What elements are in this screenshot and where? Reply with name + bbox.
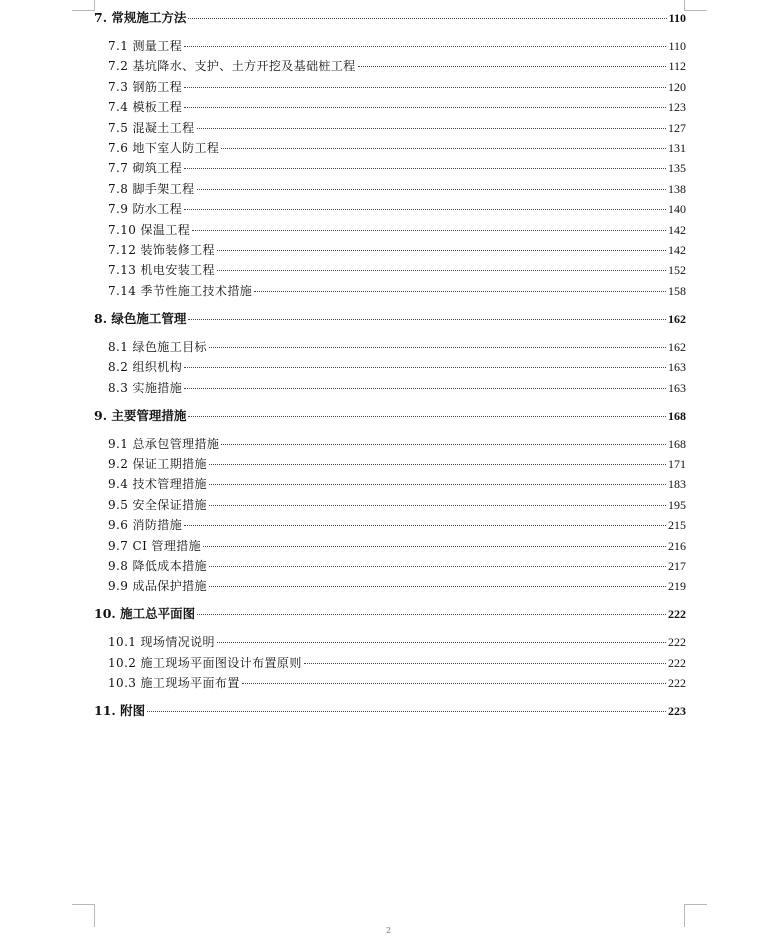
- toc-entry-title: 7.13 机电安装工程: [108, 263, 215, 278]
- toc-entry-page: 163: [668, 380, 686, 395]
- dot-leader: [184, 367, 666, 368]
- toc-entry-title: 9.6 消防措施: [108, 518, 183, 533]
- toc-entry-title: 11. 附图: [94, 703, 146, 719]
- dot-leader: [217, 250, 666, 251]
- toc-entry-title: 7.8 脚手架工程: [108, 181, 195, 196]
- toc-section-entry[interactable]: [94, 476, 686, 492]
- dot-leader: [184, 168, 666, 169]
- dot-leader: [254, 291, 666, 292]
- toc-entry-page: 222: [668, 635, 686, 650]
- toc-entry-page: 163: [668, 360, 686, 375]
- toc-section-entry[interactable]: [94, 120, 686, 136]
- toc-entry-title: 9.1 总承包管理措施: [108, 436, 220, 451]
- toc-section-entry[interactable]: [94, 517, 686, 533]
- page-number: 2: [386, 926, 392, 935]
- dot-leader: [209, 586, 666, 587]
- crop-mark-bottom-left: [72, 904, 95, 927]
- toc-section-entry[interactable]: [94, 436, 686, 452]
- toc-section-entry[interactable]: [94, 283, 686, 299]
- toc-entry-page: 162: [668, 339, 686, 354]
- toc-section-entry[interactable]: [94, 578, 686, 594]
- crop-mark-top-right: [684, 0, 707, 11]
- dot-leader: [304, 663, 666, 664]
- crop-mark-top-left: [72, 0, 95, 11]
- dot-leader: [188, 416, 666, 417]
- toc-entry-page: 140: [668, 202, 686, 217]
- toc-section-entry[interactable]: [94, 79, 686, 95]
- toc-entry-title: 7.4 模板工程: [108, 100, 183, 115]
- toc-section-entry[interactable]: [94, 339, 686, 355]
- toc-entry-title: 7.7 砌筑工程: [108, 161, 183, 176]
- toc-entry-title: 9.7 CI 管理措施: [108, 538, 202, 553]
- toc-entry-title: 7.6 地下室人防工程: [108, 141, 220, 155]
- toc-entry-page: 223: [668, 704, 686, 719]
- toc-entry-page: 216: [668, 538, 686, 553]
- toc-section-entry[interactable]: [94, 181, 686, 197]
- toc-entry-title: 9.8 降低成本措施: [108, 559, 207, 573]
- toc-entry-title: 10.2 施工现场平面图设计布置原则: [108, 655, 302, 670]
- toc-entry-page: 123: [668, 100, 686, 115]
- toc-section-entry[interactable]: [94, 634, 686, 650]
- toc-section-entry[interactable]: [94, 140, 686, 156]
- toc-entry-page: 217: [668, 559, 686, 573]
- dot-leader: [184, 209, 666, 210]
- dot-leader: [209, 347, 666, 348]
- toc-section-entry[interactable]: [94, 538, 686, 554]
- dot-leader: [217, 642, 666, 643]
- toc-section-entry[interactable]: [94, 58, 686, 74]
- toc-entry-page: 158: [668, 283, 686, 298]
- toc-entry-title: 7.14 季节性施工技术措施: [108, 283, 253, 298]
- toc-entry-page: 142: [668, 222, 686, 237]
- toc-entry-title: 7.2 基坑降水、支护、土方开挖及基础桩工程: [108, 59, 356, 74]
- toc-entry-page: 195: [668, 497, 686, 512]
- toc-entry-page: 222: [668, 676, 686, 691]
- dot-leader: [184, 525, 666, 526]
- toc-section-entry[interactable]: [94, 201, 686, 217]
- toc-entry-title: 9. 主要管理措施: [94, 407, 187, 423]
- toc-entry-title: 7.3 钢筋工程: [108, 79, 183, 94]
- toc-entry-page: 138: [668, 181, 686, 196]
- dot-leader: [209, 464, 666, 465]
- toc-entry-page: 222: [668, 655, 686, 670]
- toc-section-entry[interactable]: [94, 497, 686, 513]
- dot-leader: [188, 18, 666, 19]
- toc-entry-page: 171: [668, 457, 686, 471]
- toc-entry-title: 7. 常规施工方法: [94, 10, 187, 25]
- toc-entry-page: 152: [668, 263, 686, 278]
- crop-mark-bottom-right: [684, 904, 707, 927]
- toc-entry-page: 110: [668, 11, 686, 25]
- toc-section-entry[interactable]: [94, 38, 686, 54]
- dot-leader: [197, 128, 667, 129]
- dot-leader: [188, 319, 666, 320]
- toc-entry-page: 219: [668, 579, 686, 594]
- toc-entry-title: 9.9 成品保护措施: [108, 579, 207, 594]
- toc-entry-page: 168: [668, 408, 686, 423]
- dot-leader: [209, 566, 666, 567]
- toc-entry-title: 8.3 实施措施: [108, 380, 183, 395]
- toc-section-entry[interactable]: [94, 262, 686, 278]
- toc-chapter-entry[interactable]: [94, 311, 686, 327]
- toc-entry-title: 7.12 装饰装修工程: [108, 243, 215, 257]
- toc-entry-title: 10.1 现场情况说明: [108, 635, 215, 650]
- toc-chapter-entry[interactable]: [94, 408, 686, 424]
- toc-entry-title: 9.2 保证工期措施: [108, 457, 207, 471]
- dot-leader: [358, 66, 667, 67]
- toc-chapter-entry[interactable]: [94, 703, 686, 719]
- toc-section-entry[interactable]: [94, 655, 686, 671]
- toc-entry-page: 142: [668, 243, 686, 257]
- dot-leader: [197, 189, 667, 190]
- toc-entry-page: 222: [668, 607, 686, 622]
- toc-section-entry[interactable]: [94, 456, 686, 472]
- toc-section-entry[interactable]: [94, 222, 686, 238]
- dot-leader: [184, 107, 666, 108]
- toc-entry-page: 135: [668, 161, 686, 176]
- toc-entry-page: 183: [668, 477, 686, 492]
- dot-leader: [209, 484, 666, 485]
- toc-section-entry[interactable]: [94, 675, 686, 691]
- dot-leader: [242, 683, 666, 684]
- toc-entry-title: 8. 绿色施工管理: [94, 310, 187, 326]
- dot-leader: [197, 614, 666, 615]
- toc-entry-page: 131: [668, 141, 686, 155]
- dot-leader: [192, 230, 666, 231]
- toc-section-entry[interactable]: [94, 558, 686, 574]
- dot-leader: [147, 711, 666, 712]
- toc-section-entry[interactable]: [94, 242, 686, 258]
- dot-leader: [203, 546, 666, 547]
- dot-leader: [217, 270, 666, 271]
- toc-chapter-entry[interactable]: [94, 606, 686, 622]
- toc-entry-title: 10.3 施工现场平面布置: [108, 676, 240, 691]
- dot-leader: [209, 505, 666, 506]
- dot-leader: [184, 87, 666, 88]
- toc-entry-page: 127: [668, 120, 686, 135]
- toc-section-entry[interactable]: [94, 380, 686, 396]
- dot-leader: [184, 46, 666, 47]
- toc-section-entry[interactable]: [94, 359, 686, 375]
- toc-entry-title: 7.1 测量工程: [108, 39, 183, 53]
- toc-entry-title: 9.5 安全保证措施: [108, 497, 207, 512]
- toc-chapter-entry[interactable]: [94, 10, 686, 26]
- toc-entry-title: 7.9 防水工程: [108, 202, 183, 217]
- toc-entry-page: 110: [668, 39, 686, 53]
- toc-entry-title: 7.10 保温工程: [108, 222, 191, 237]
- toc-entry-title: 7.5 混凝土工程: [108, 120, 195, 135]
- toc-entry-page: 162: [668, 311, 686, 326]
- toc-entry-page: 168: [668, 436, 686, 451]
- toc-entry-page: 215: [668, 518, 686, 533]
- toc-entry-page: 112: [668, 59, 686, 74]
- toc-section-entry[interactable]: [94, 160, 686, 176]
- toc-entry-title: 10. 施工总平面图: [94, 606, 196, 622]
- dot-leader: [221, 148, 666, 149]
- toc-entry-title: 9.4 技术管理措施: [108, 477, 207, 492]
- toc-entry-page: 120: [668, 79, 686, 94]
- dot-leader: [184, 388, 666, 389]
- toc-entry-title: 8.1 绿色施工目标: [108, 339, 207, 354]
- dot-leader: [221, 444, 666, 445]
- toc-section-entry[interactable]: [94, 99, 686, 115]
- toc-entry-title: 8.2 组织机构: [108, 360, 183, 375]
